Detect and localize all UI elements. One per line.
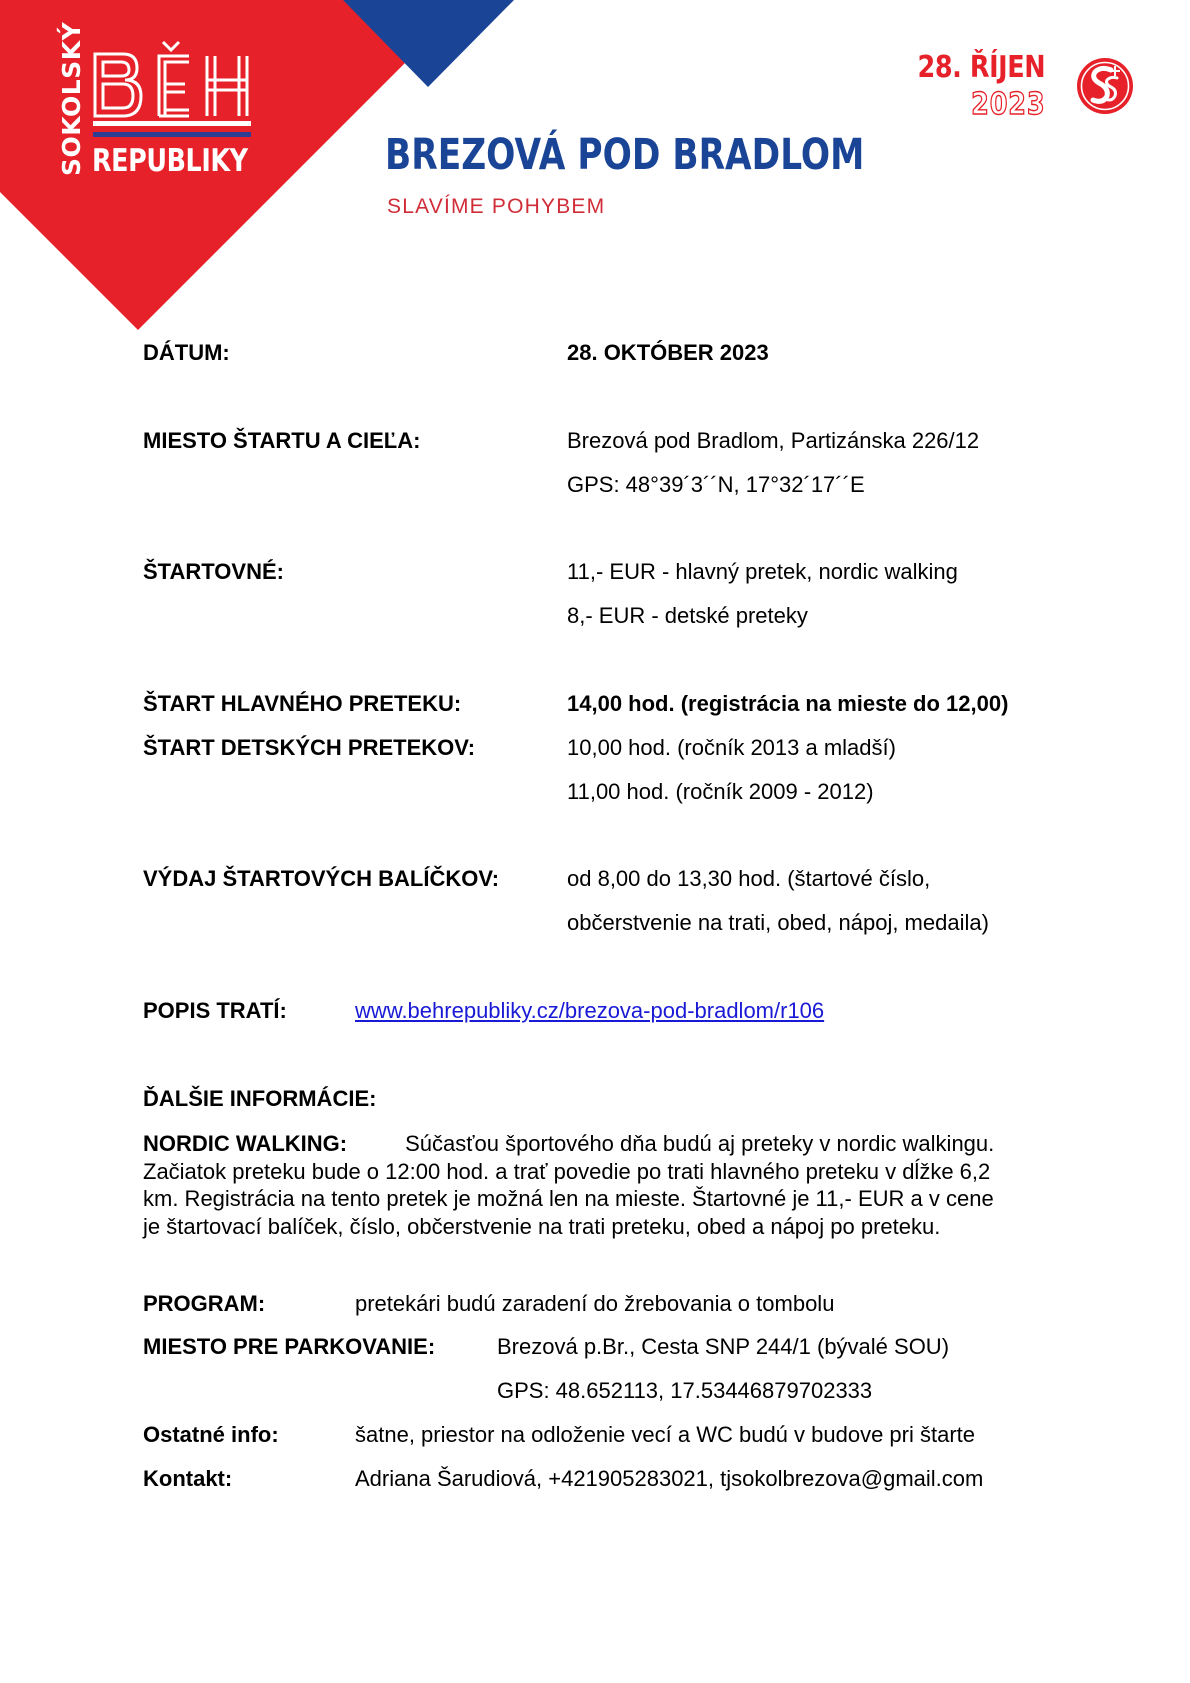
nordic-walking-paragraph (143, 1130, 1003, 1240)
sokol-logo-icon (1075, 56, 1135, 116)
other-info-value: šatne, priestor na odloženie vecí a WC budú v budove pri štarte (355, 1422, 976, 1447)
packages-label: VÝDAJ ŠTARTOVÝCH BALÍČKOV: (143, 866, 500, 891)
main-start-label: ŠTART HLAVNÉHO PRETEKU: (143, 691, 462, 716)
kids-start-label: ŠTART DETSKÝCH PRETEKOV: (143, 735, 476, 760)
program-value: pretekári budú zaradení do žrebovania o tombolu (355, 1291, 835, 1316)
fee-kids: 8,- EUR - detské preteky (567, 603, 808, 628)
packages-line1: od 8,00 do 13,30 hod. (štartové číslo, (567, 866, 931, 891)
date-value: 28. OKTÓBER 2023 (567, 340, 769, 365)
kids-start-line2: 11,00 hod. (ročník 2009 - 2012) (567, 779, 874, 804)
location-address: Brezová pod Bradlom, Partizánska 226/12 (567, 428, 980, 453)
location-gps: GPS: 48°39´3´´N, 17°32´17´´E (567, 472, 865, 497)
fee-label: ŠTARTOVNÉ: (143, 559, 284, 584)
packages-line2: občerstvenie na trati, obed, nápoj, medaila) (567, 910, 989, 935)
contact-label: Kontakt: (143, 1466, 233, 1491)
location-label: MIESTO ŠTARTU A CIEĽA: (143, 428, 421, 453)
logo-text-sokolsky: SOKOLSKÝ (57, 21, 86, 176)
page-subtitle: SLAVÍME POHYBEM (387, 195, 606, 218)
program-label: PROGRAM: (143, 1291, 266, 1316)
logo-divider-white (93, 121, 251, 126)
parking-gps: GPS: 48.652113, 17.53446879702333 (497, 1378, 873, 1403)
nordic-walking-text: Súčasťou športového dňa budú aj preteky v nordic walkingu. Začiatok preteku bude o 12:00 hod. a trať povedie po trati hlavného preteku v dĺžke 6,2 km. Registrácia na tento pretek je možná len na mieste. Štartovné je 11,- EUR a v cene je štartovací balíček, číslo, občerstvenie na trati preteku, obed a nápoj po preteku. (143, 1131, 995, 1239)
date-label: DÁTUM: (143, 340, 230, 365)
logo-text-republiky: REPUBLIKY (92, 143, 248, 179)
routes-link[interactable]: www.behrepubliky.cz/brezova-pod-bradlom/r106 (355, 998, 825, 1023)
routes-label: POPIS TRATÍ: (143, 998, 287, 1023)
more-info-heading: ĎALŠIE INFORMÁCIE: (143, 1086, 377, 1111)
parking-label: MIESTO PRE PARKOVANIE: (143, 1334, 436, 1359)
event-year: 2023 (970, 87, 1045, 122)
logo-divider-blue (93, 132, 251, 137)
kids-start-line1: 10,00 hod. (ročník 2013 a mladší) (567, 735, 896, 760)
event-date-cz: 28. ŘÍJEN (917, 50, 1045, 85)
nordic-walking-label: NORDIC WALKING: (143, 1131, 348, 1156)
main-start-value: 14,00 hod. (registrácia na mieste do 12,00) (567, 691, 1009, 716)
fee-main: 11,- EUR - hlavný pretek, nordic walking (567, 559, 958, 584)
contact-value: Adriana Šarudiová, +421905283021, tjsokolbrezova@gmail.com (355, 1466, 984, 1491)
logo-beh-letters (93, 40, 253, 120)
parking-address: Brezová p.Br., Cesta SNP 244/1 (bývalé SOU) (497, 1334, 950, 1359)
other-info-label: Ostatné info: (143, 1422, 279, 1447)
page-title: BREZOVÁ POD BRADLOM (385, 130, 865, 180)
